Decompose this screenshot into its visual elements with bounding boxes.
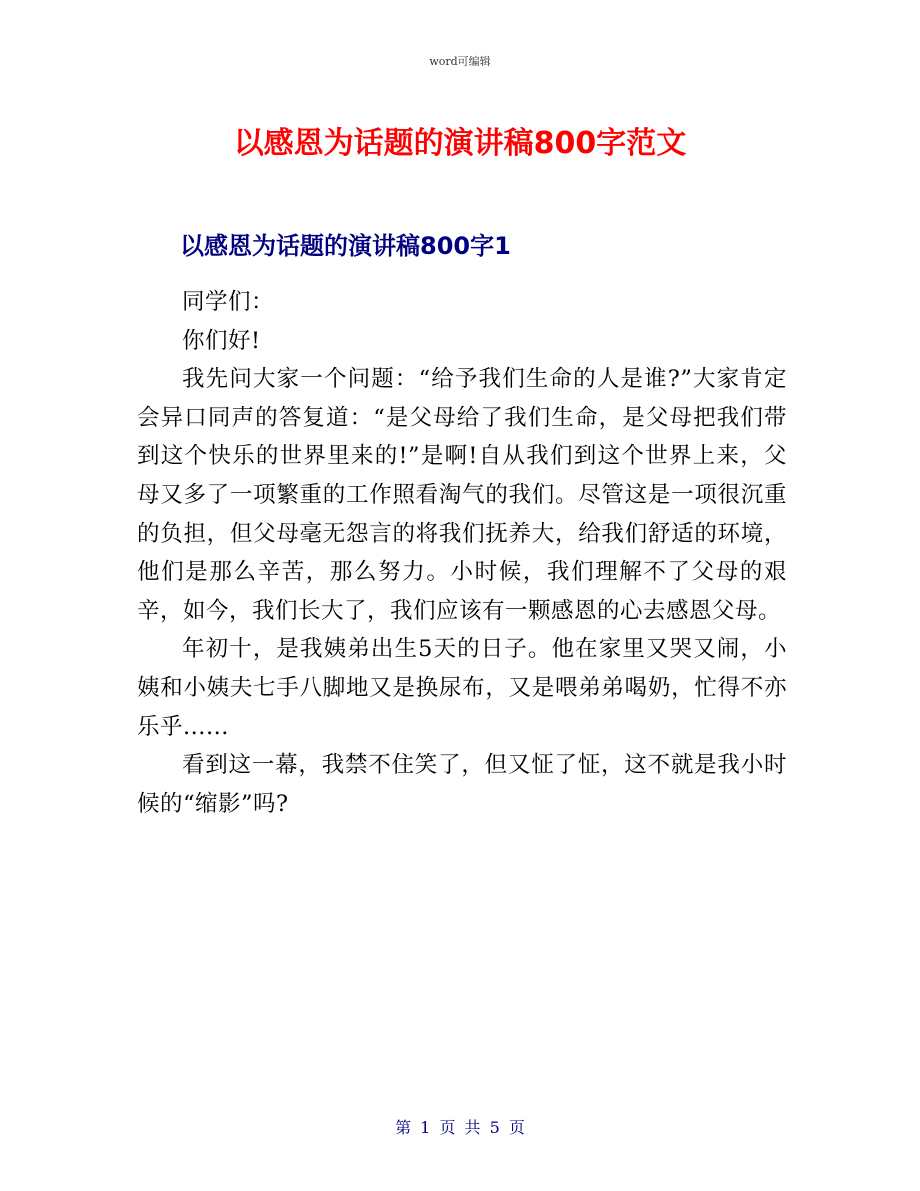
paragraph-hello: 你们好! [182,327,261,354]
paragraph-story: 年初十，是我姨弟出生5天的日子。他在家里又哭又闹，小姨和小姨夫七手八脚地又是换尿布，又是喂弟弟喝奶，忙得不亦乐乎...... [137,636,787,740]
section-heading: 以感恩为话题的演讲稿800字1 [180,232,511,260]
paragraph-greeting: 同学们： [182,289,275,315]
document-body [137,283,787,823]
document-title: 以感恩为话题的演讲稿800字范文 [233,126,687,161]
page-indicator: 第 1 页 共 5 页 [395,1118,525,1137]
header-note: word可编辑 [429,55,491,68]
paragraph-question: 我先问大家一个问题：“给予我们生命的人是谁?”大家肯定会异口同声的答复道：“是父母给了我们生命，是父母把我们带到这个快乐的世界里来的!”是啊!自从我们到这个世界上来，父母又多了一项繁重的工作照看淘气的我们。尽管这是一项很沉重的负担，但父母毫无怨言的将我们抚养大，给我们舒适的环境，他们是那么辛苦，那么努力。小时候，我们理解不了父母的艰辛，如今，我们长大了，我们应该有一颗感恩的心去感恩父母。 [137,366,787,624]
paragraph-reflection: 看到这一幕，我禁不住笑了，但又怔了怔，这不就是我小时候的“缩影”吗? [137,752,787,817]
